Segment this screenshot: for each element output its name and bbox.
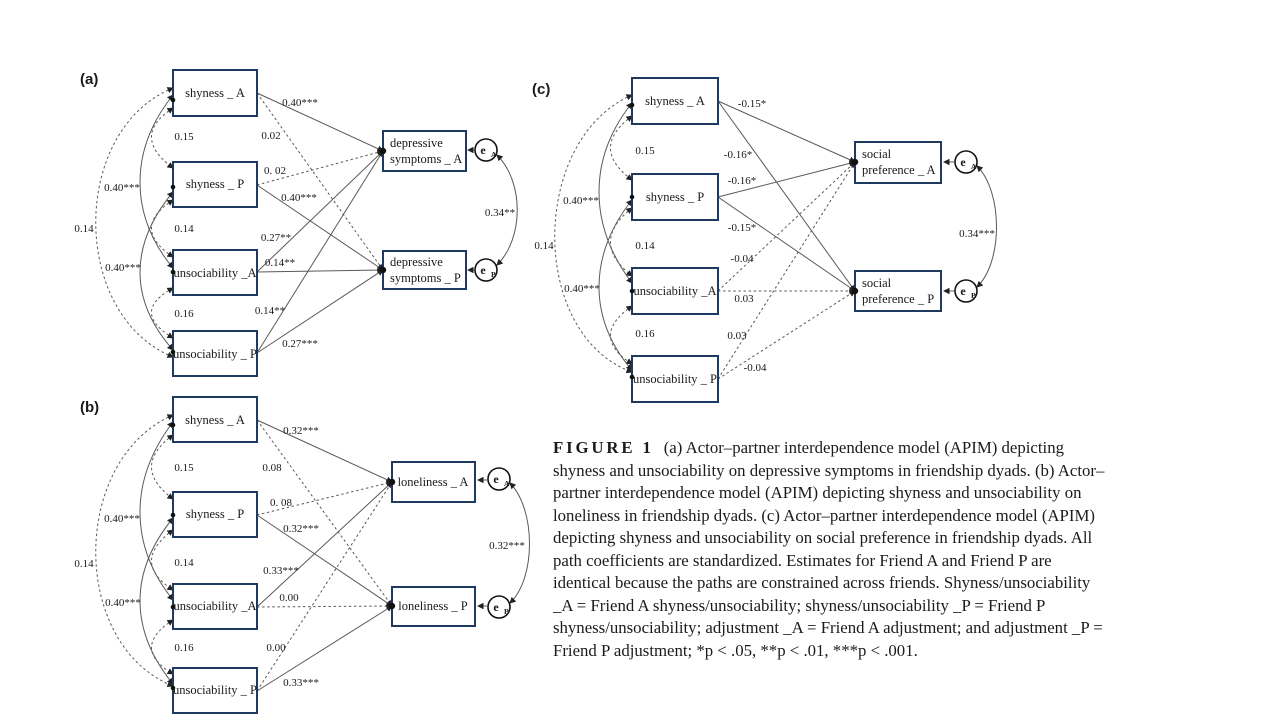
corr-unsA-unsP: 0.16 (174, 642, 194, 654)
junction-dot (630, 103, 635, 108)
path-shyA-depA (257, 93, 383, 151)
coef-shyA-spP: -0.16* (723, 149, 753, 161)
corr-arc-shyA-shyP (152, 435, 174, 499)
coef-shyP-lonP: 0.32*** (283, 523, 319, 535)
label-unsociability-a: unsociability _A (173, 599, 257, 613)
label-shyness-p: shyness _ P (645, 190, 705, 204)
label-social-preference-a-2: preference _ A (862, 163, 936, 177)
panel-a-tag: (a) (80, 71, 99, 88)
coef-shyA-depP: 0.02 (261, 130, 281, 142)
path-shyA-lonP (257, 420, 392, 606)
label-unsociability-a: unsociability _A (173, 266, 257, 280)
label-depressive-a-2: symptoms _ A (390, 152, 463, 166)
coef-shyP-depP: 0.40*** (281, 192, 317, 204)
junction-dot (171, 98, 176, 103)
error-sub-a: A (504, 479, 510, 488)
corr-shyA-unsA: 0.40*** (104, 182, 140, 194)
corr-shyA-unsP: 0.14 (74, 223, 94, 235)
junction-dot (171, 423, 176, 428)
coef-unsP-spP: -0.04 (743, 362, 767, 374)
path-unsA-depP (257, 270, 383, 272)
label-unsociability-p: unsociability _ P (172, 683, 258, 697)
corr-shyA-unsP: 0.14 (74, 558, 94, 570)
corr-errors: 0.34** (484, 207, 516, 219)
label-shyness-p: shyness _ P (185, 177, 245, 191)
path-shyP-lonP (257, 515, 392, 606)
coef-unsP-spA: 0.03 (727, 330, 747, 342)
coef-unsP-depA: 0.14** (254, 305, 286, 317)
error-sub-p: P (971, 291, 976, 300)
panel-b-tag: (b) (80, 399, 100, 416)
coef-unsA-spP: 0.03 (734, 293, 754, 305)
junction-dot (171, 185, 176, 190)
corr-arc-shyP-unsP (599, 200, 632, 370)
panel-b (74, 397, 529, 713)
corr-arc-shyA-unsA (140, 422, 173, 600)
error-sub-p: P (491, 270, 496, 279)
error-sub-a: A (491, 150, 497, 159)
label-depressive-p-2: symptoms _ P (390, 271, 461, 285)
coef-shyA-lonP: 0.08 (262, 462, 282, 474)
corr-arc-shyA-shyP (152, 108, 174, 168)
corr-arc-shyP-unsA (152, 530, 174, 590)
corr-arc-shyA-shyP (611, 116, 633, 180)
error-label-a: e (493, 472, 499, 486)
panel-c (532, 78, 997, 402)
corr-arc-unsA-unsP (152, 620, 174, 674)
coef-shyA-lonA: 0.32*** (283, 425, 319, 437)
coef-unsA-spA: -0.04 (730, 253, 754, 265)
corr-shyP-unsP: 0.40*** (564, 283, 600, 295)
label-unsociability-a: unsociability _A (633, 284, 717, 298)
path-shyP-spP (718, 197, 855, 291)
coef-shyA-depA: 0.40*** (282, 97, 318, 109)
coef-unsA-depP: 0.14** (264, 257, 296, 269)
corr-arc-shyA-unsP (96, 415, 173, 686)
error-label-a: e (960, 155, 966, 169)
caption-label: FIGURE 1 (553, 438, 654, 457)
corr-arc-errors (977, 166, 997, 287)
corr-shyP-unsA: 0.14 (174, 557, 194, 569)
junction-dot (852, 288, 858, 294)
label-loneliness-p: loneliness _ P (398, 599, 468, 613)
coef-shyP-spP: -0.15* (727, 222, 757, 234)
corr-shyA-unsA: 0.40*** (563, 195, 599, 207)
coef-unsP-lonP: 0.33*** (283, 677, 319, 689)
corr-unsA-unsP: 0.16 (174, 308, 194, 320)
label-depressive-p-1: depressive (390, 255, 443, 269)
corr-shyA-unsA: 0.40*** (104, 513, 140, 525)
error-sub-p: P (504, 607, 509, 616)
corr-shyP-unsA: 0.14 (635, 240, 655, 252)
panel-a (74, 70, 517, 376)
label-shyness-a: shyness _ A (185, 86, 245, 100)
label-unsociability-p: unsociability _ P (632, 372, 718, 386)
coef-shyP-lonA: 0. 08 (270, 497, 292, 509)
coef-unsA-lonP: 0.00 (279, 592, 299, 604)
label-social-preference-p-1: social (862, 276, 892, 290)
label-depressive-a-1: depressive (390, 136, 443, 150)
corr-unsA-unsP: 0.16 (635, 328, 655, 340)
corr-errors: 0.34*** (959, 228, 995, 240)
junction-dot (852, 159, 858, 165)
corr-shyP-unsP: 0.40*** (105, 597, 141, 609)
error-label-p: e (480, 263, 486, 277)
corr-shyA-shyP: 0.15 (635, 145, 655, 157)
junction-dot (380, 267, 386, 273)
corr-shyP-unsA: 0.14 (174, 223, 194, 235)
corr-arc-shyA-unsP (555, 95, 632, 372)
coef-unsA-depA: 0.27** (260, 232, 292, 244)
error-label-p: e (960, 284, 966, 298)
coef-shyP-depA: 0. 02 (264, 165, 286, 177)
corr-shyP-unsP: 0.40*** (105, 262, 141, 274)
corr-arc-shyP-unsA (611, 208, 633, 276)
coef-shyA-spA: -0.15* (737, 98, 767, 110)
corr-arc-shyA-unsP (96, 88, 173, 357)
label-loneliness-a: loneliness _ A (397, 475, 469, 489)
corr-shyA-shyP: 0.15 (174, 131, 194, 143)
corr-shyA-shyP: 0.15 (174, 462, 194, 474)
error-label-p: e (493, 600, 499, 614)
corr-arc-shyP-unsP (140, 518, 173, 684)
junction-dot (389, 479, 395, 485)
figure-caption (553, 437, 1109, 662)
corr-arc-unsA-unsP (611, 306, 633, 364)
junction-dot (630, 195, 635, 200)
label-social-preference-p-2: preference _ P (862, 292, 935, 306)
label-shyness-p: shyness _ P (185, 507, 245, 521)
junction-dot (171, 513, 176, 518)
path-unsP-lonA (257, 482, 392, 691)
label-shyness-a: shyness _ A (185, 413, 245, 427)
corr-errors: 0.32*** (489, 540, 525, 552)
corr-arc-shyP-unsA (152, 200, 174, 257)
label-shyness-a: shyness _ A (645, 94, 705, 108)
panel-c-tag: (c) (532, 81, 551, 98)
label-unsociability-p: unsociability _ P (172, 347, 258, 361)
coef-unsA-lonA: 0.33*** (263, 565, 299, 577)
error-label-a: e (480, 143, 486, 157)
corr-arc-unsA-unsP (152, 288, 174, 338)
coef-unsP-lonA: 0.00 (266, 642, 286, 654)
corr-arc-shyA-unsA (599, 103, 632, 283)
junction-dot (380, 148, 386, 154)
junction-dot (389, 603, 395, 609)
path-unsA-lonP (257, 606, 392, 607)
caption-text: (a) Actor–partner interdependence model (APIM) depicting shyness and unsociability on depressive symptoms in friendship dyads. (b) Actor–partner interdependence model (APIM) depicting shyness and unsociability on loneliness in friendship dyads. (c) Actor–partner interdependence model (APIM) depicting shyness and unsociability on social preference in friendship dyads. All path coefficients are standardized. Estimates for Friend A and Friend P are identical because the paths are constrained across friends. Shyness/unsociability _A = Friend A shyness/unsociability; shyness/unsociability _P = Friend P shyness/unsociability; adjustment _A = Friend A adjustment; and adjustment _P = Friend P adjustment; *p < .05, **p < .01, ***p < .001. (553, 438, 1105, 660)
label-social-preference-a-1: social (862, 147, 892, 161)
coef-unsP-depP: 0.27*** (282, 338, 318, 350)
error-sub-a: A (971, 162, 977, 171)
coef-shyP-spA: -0.16* (727, 175, 757, 187)
corr-shyA-unsP: 0.14 (534, 240, 554, 252)
path-unsP-spA (718, 162, 855, 379)
